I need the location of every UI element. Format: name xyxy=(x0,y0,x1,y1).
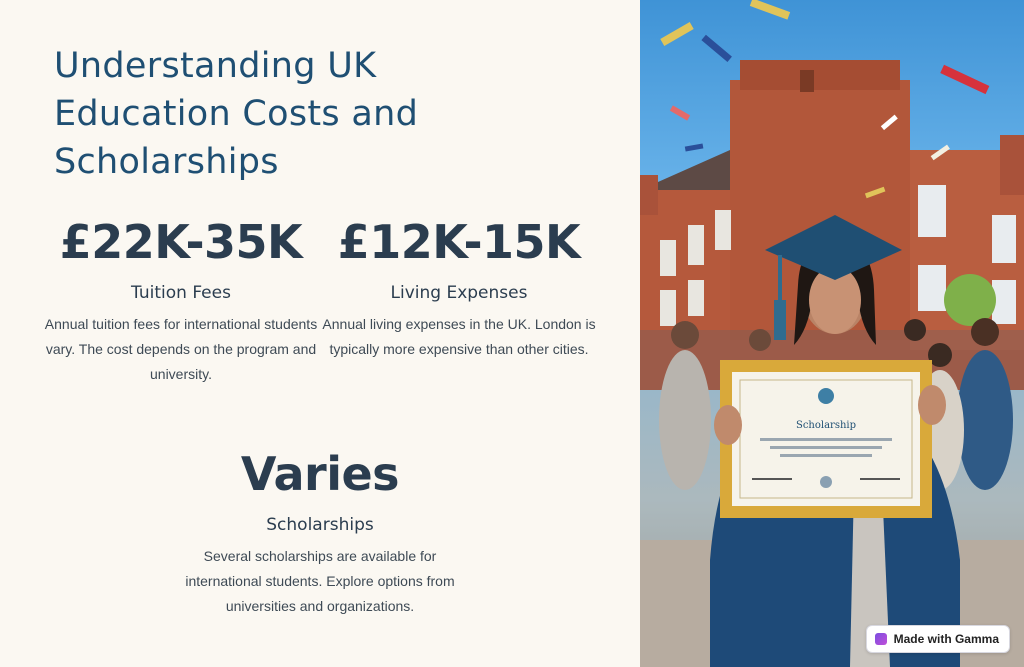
stat-description: Annual living expenses in the UK. London is typically more expensive than other cities. xyxy=(322,316,596,357)
gamma-logo-icon xyxy=(875,633,887,645)
made-with-gamma-badge[interactable] xyxy=(866,625,1010,653)
stat-tuition-fees xyxy=(40,214,322,387)
stat-value: £22K-35K xyxy=(59,215,303,269)
badge-label: Made with Gamma xyxy=(893,632,999,646)
stat-living-expenses xyxy=(318,214,600,362)
tree xyxy=(944,274,996,326)
stat-description: Several scholarships are available for international students. Explore options from universities and organizations. xyxy=(185,548,455,614)
stat-scholarships xyxy=(180,446,460,619)
page-title: Understanding UK Education Costs and Scholarships xyxy=(54,46,419,182)
stat-label: Living Expenses xyxy=(390,283,528,303)
stat-label: Scholarships xyxy=(266,515,374,535)
graduation-illustration xyxy=(640,0,1024,667)
scholarship-certificate xyxy=(720,360,932,518)
stat-label: Tuition Fees xyxy=(131,283,231,303)
stat-value: Varies xyxy=(240,447,400,501)
graduation-photo xyxy=(640,0,1024,667)
certificate-heading: Scholarship xyxy=(795,420,857,431)
stat-value: £12K-15K xyxy=(337,215,581,269)
stat-description: Annual tuition fees for international students vary. The cost depends on the program and university. xyxy=(44,316,318,382)
